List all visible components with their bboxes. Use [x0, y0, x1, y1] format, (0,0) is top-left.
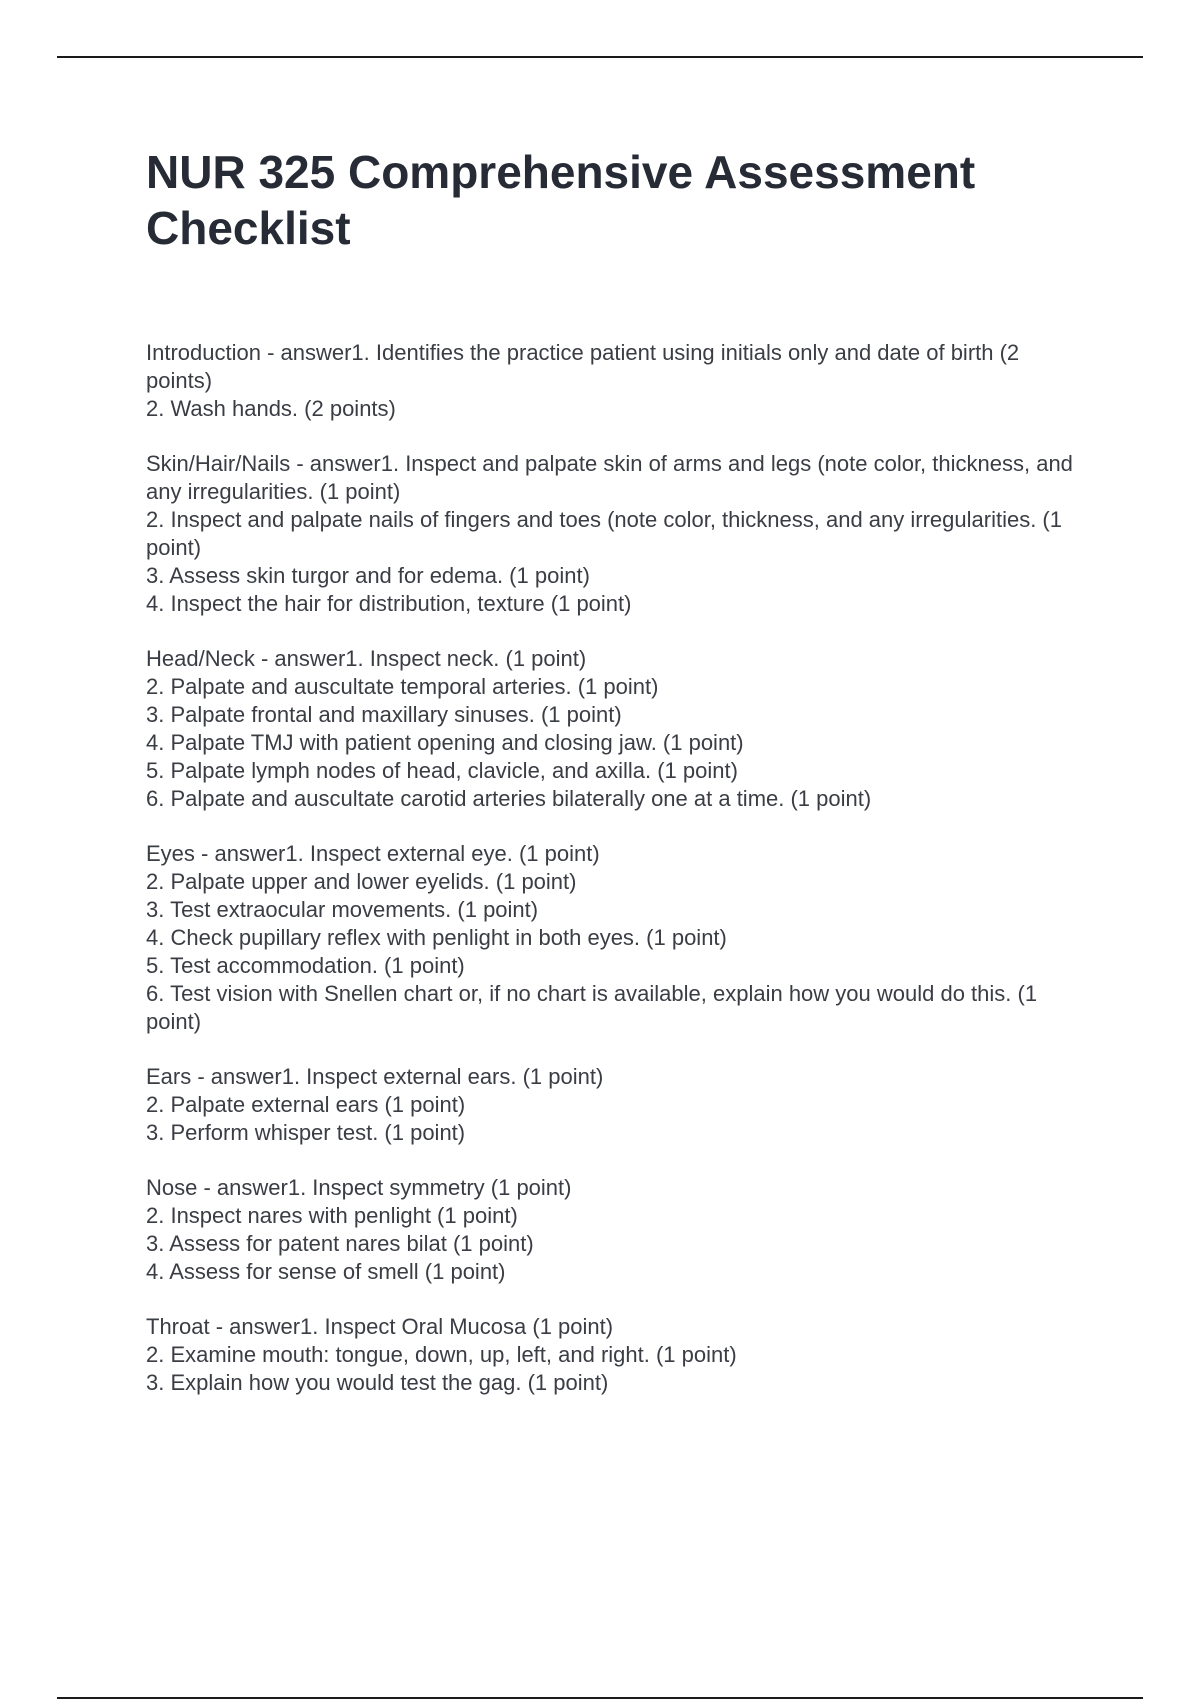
top-divider — [57, 56, 1143, 58]
checklist-line: 6. Palpate and auscultate carotid arteries bilaterally one at a time. (1 point) — [146, 786, 872, 811]
section-eyes — [146, 840, 1086, 1036]
checklist-line: 2. Wash hands. (2 points) — [146, 396, 396, 421]
checklist-line: Throat - answer1. Inspect Oral Mucosa (1 point) — [146, 1314, 614, 1339]
checklist-line: 2. Inspect and palpate nails of fingers and toes (note color, thickness, and any irregularities. (1 point) — [146, 507, 1062, 560]
checklist-line: 4. Check pupillary reflex with penlight in both eyes. (1 point) — [146, 925, 727, 950]
checklist-line: Introduction - answer1. Identifies the practice patient using initials only and date of birth (2 points) — [146, 340, 1020, 393]
checklist-line: 3. Assess for patent nares bilat (1 point) — [146, 1231, 534, 1256]
section-ears — [146, 1063, 1086, 1147]
page-title: NUR 325 Comprehensive Assessment Checklist — [146, 146, 976, 254]
checklist-line: 5. Palpate lymph nodes of head, clavicle, and axilla. (1 point) — [146, 758, 738, 783]
bottom-divider — [57, 1697, 1143, 1699]
checklist-line: 2. Palpate external ears (1 point) — [146, 1092, 466, 1117]
checklist-line: 2. Examine mouth: tongue, down, up, left, and right. (1 point) — [146, 1342, 737, 1367]
checklist-line: Head/Neck - answer1. Inspect neck. (1 point) — [146, 646, 587, 671]
checklist-line: 3. Palpate frontal and maxillary sinuses. (1 point) — [146, 702, 622, 727]
checklist-line: 3. Explain how you would test the gag. (1 point) — [146, 1370, 609, 1395]
checklist-line: 2. Palpate and auscultate temporal arteries. (1 point) — [146, 674, 659, 699]
checklist-line: 4. Inspect the hair for distribution, texture (1 point) — [146, 591, 632, 616]
checklist-line: 3. Test extraocular movements. (1 point) — [146, 897, 539, 922]
checklist-body — [146, 339, 1086, 1424]
section-nose — [146, 1174, 1086, 1286]
section-head-neck — [146, 645, 1086, 813]
checklist-line: 2. Inspect nares with penlight (1 point) — [146, 1203, 518, 1228]
checklist-line: 3. Assess skin turgor and for edema. (1 point) — [146, 563, 590, 588]
checklist-line: 3. Perform whisper test. (1 point) — [146, 1120, 466, 1145]
section-introduction — [146, 339, 1086, 423]
checklist-line: 5. Test accommodation. (1 point) — [146, 953, 465, 978]
checklist-line: Eyes - answer1. Inspect external eye. (1 point) — [146, 841, 600, 866]
checklist-line: 2. Palpate upper and lower eyelids. (1 point) — [146, 869, 577, 894]
checklist-line: Ears - answer1. Inspect external ears. (1 point) — [146, 1064, 604, 1089]
checklist-line: 4. Palpate TMJ with patient opening and closing jaw. (1 point) — [146, 730, 744, 755]
checklist-line: 4. Assess for sense of smell (1 point) — [146, 1259, 506, 1284]
checklist-line: Nose - answer1. Inspect symmetry (1 point) — [146, 1175, 572, 1200]
checklist-line: 6. Test vision with Snellen chart or, if no chart is available, explain how you would do this. (1 point) — [146, 981, 1038, 1034]
section-skin-hair-nails — [146, 450, 1086, 618]
section-throat — [146, 1313, 1086, 1397]
checklist-line: Skin/Hair/Nails - answer1. Inspect and palpate skin of arms and legs (note color, thickness, and any irregularities. (1 point) — [146, 451, 1073, 504]
